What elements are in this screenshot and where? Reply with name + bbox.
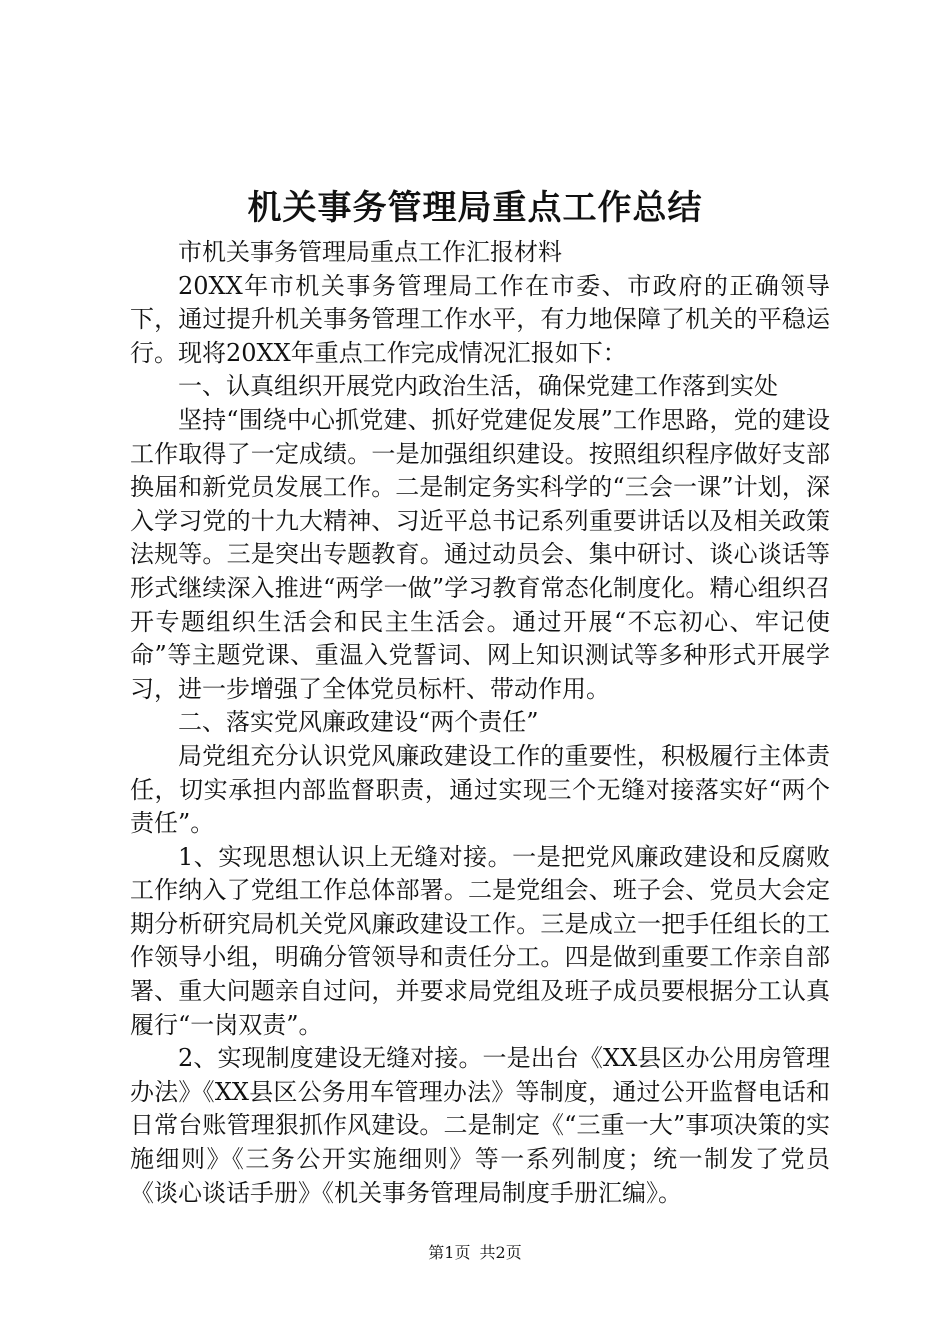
paragraph-item-1: 1、实现思想认识上无缝对接。一是把党风廉政建设和反腐败工作纳入了党组工作总体部署。二是党组会、班子会、党员大会定期分析研究局机关党风廉政建设工作。三是成立一把手任组长的工作领导小组，明确分管领导和责任分工。四是做到重要工作亲自部署、重大问题亲自过问，并要求局党组及班子成员要根据分工认真履行“一岗双责”。 (130, 842, 830, 1039)
paragraph-subtitle: 市机关事务管理局重点工作汇报材料 (178, 238, 562, 266)
document-body (130, 236, 830, 1210)
page-number-footer: 第1页 共2页 (428, 1243, 522, 1262)
paragraph-party-building: 坚持“围绕中心抓党建、抓好党建促发展”工作思路，党的建设工作取得了一定成绩。一是加强组织建设。按照组织程序做好支部换届和新党员发展工作。二是制定务实科学的“三会一课”计划，深入学习党的十九大精神、习近平总书记系列重要讲话以及相关政策法规等。三是突出专题教育。通过动员会、集中研讨、谈心谈话等形式继续深入推进“两学一做”学习教育常态化制度化。精心组织召开专题组织生活会和民主生活会。通过开展“不忘初心、牢记使命”等主题党课、重温入党誓词、网上知识测试等多种形式开展学习，进一步增强了全体党员标杆、带动作用。 (130, 405, 830, 703)
paragraph-item-2: 2、实现制度建设无缝对接。一是出台《XX县区办公用房管理办法》《XX县区公务用车管理办法》等制度，通过公开监督电话和日常台账管理狠抓作风建设。二是制定《“三重一大”事项决策的实施细则》《三务公开实施细则》等一系列制度；统一制发了党员《谈心谈话手册》《机关事务管理局制度手册汇编》。 (130, 1044, 830, 1207)
section-heading-1: 一、认真组织开展党内政治生活，确保党建工作落到实处 (178, 372, 778, 401)
section-heading-2: 二、落实党风廉政建设“两个责任” (178, 708, 539, 737)
paragraph-responsibility: 局党组充分认识党风廉政建设工作的重要性，积极履行主体责任，切实承担内部监督职责，通过实现三个无缝对接落实好“两个责任”。 (130, 741, 830, 838)
document-title: 机关事务管理局重点工作总结 (247, 188, 703, 228)
paragraph-intro: 20XX年市机关事务管理局工作在市委、市政府的正确领导下，通过提升机关事务管理工作水平，有力地保障了机关的平稳运行。现将20XX年重点工作完成情况汇报如下： (130, 271, 830, 367)
